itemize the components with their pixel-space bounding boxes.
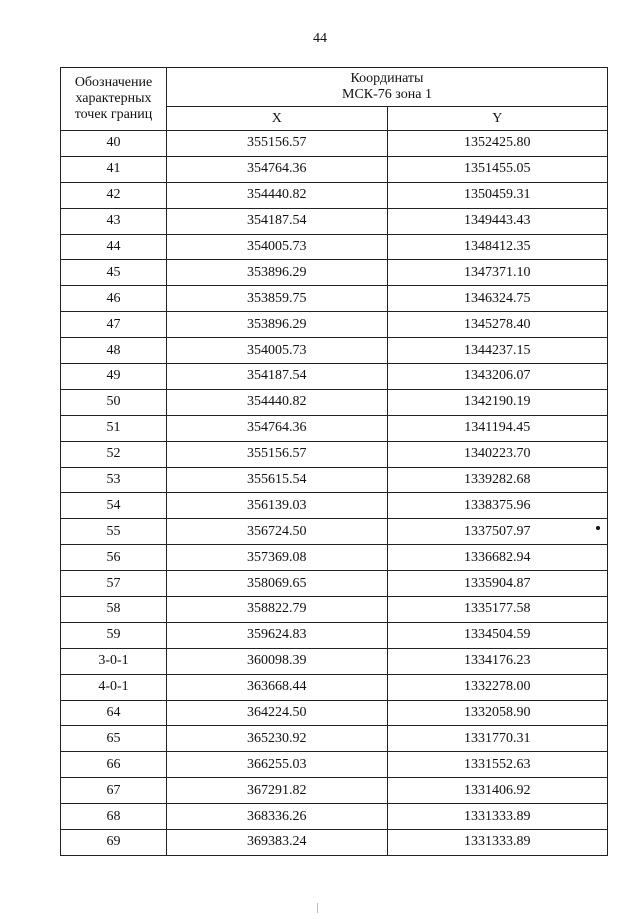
point-cell: 68	[61, 804, 167, 830]
table-row	[61, 726, 608, 752]
point-cell: 43	[61, 208, 167, 234]
point-cell: 57	[61, 571, 167, 597]
table-row	[61, 804, 608, 830]
x-cell: 363668.44	[167, 674, 388, 700]
table-row	[61, 674, 608, 700]
point-cell: 58	[61, 597, 167, 623]
point-cell: 44	[61, 234, 167, 260]
table-row	[61, 778, 608, 804]
x-cell: 354187.54	[167, 208, 388, 234]
y-cell: 1332278.00	[387, 674, 608, 700]
x-cell: 355615.54	[167, 467, 388, 493]
table-row	[61, 364, 608, 390]
point-cell: 51	[61, 415, 167, 441]
point-cell: 59	[61, 622, 167, 648]
y-cell: 1332058.90	[387, 700, 608, 726]
x-cell: 356139.03	[167, 493, 388, 519]
y-column-header: Y	[387, 107, 608, 131]
x-cell: 366255.03	[167, 752, 388, 778]
y-cell: 1337507.97	[387, 519, 608, 545]
point-cell: 66	[61, 752, 167, 778]
table-row	[61, 338, 608, 364]
table-row	[61, 597, 608, 623]
table-row	[61, 493, 608, 519]
point-designation-header: Обозначение характерных точек границ	[61, 68, 167, 131]
x-cell: 354440.82	[167, 182, 388, 208]
coordinate-system-label: МСК-76 зона 1	[342, 87, 432, 102]
point-cell: 52	[61, 441, 167, 467]
scan-edge-mark	[317, 903, 318, 913]
table-row	[61, 441, 608, 467]
x-cell: 354005.73	[167, 234, 388, 260]
table-row	[61, 389, 608, 415]
x-cell: 354440.82	[167, 389, 388, 415]
x-cell: 358069.65	[167, 571, 388, 597]
x-cell: 353896.29	[167, 312, 388, 338]
y-cell: 1334504.59	[387, 622, 608, 648]
y-cell: 1352425.80	[387, 131, 608, 157]
y-cell: 1340223.70	[387, 441, 608, 467]
coordinates-table	[60, 67, 608, 856]
table-row	[61, 260, 608, 286]
y-cell: 1351455.05	[387, 156, 608, 182]
point-cell: 47	[61, 312, 167, 338]
coordinates-table-body	[61, 131, 608, 856]
scan-dot-mark	[596, 526, 600, 530]
x-cell: 360098.39	[167, 648, 388, 674]
coordinates-header	[167, 68, 608, 107]
x-cell: 355156.57	[167, 131, 388, 157]
table-row	[61, 545, 608, 571]
y-cell: 1345278.40	[387, 312, 608, 338]
point-cell: 56	[61, 545, 167, 571]
x-column-header: X	[167, 107, 388, 131]
y-cell: 1338375.96	[387, 493, 608, 519]
y-cell: 1335177.58	[387, 597, 608, 623]
x-cell: 357369.08	[167, 545, 388, 571]
x-cell: 368336.26	[167, 804, 388, 830]
point-cell: 50	[61, 389, 167, 415]
x-cell: 353896.29	[167, 260, 388, 286]
point-cell: 55	[61, 519, 167, 545]
x-cell: 359624.83	[167, 622, 388, 648]
y-cell: 1335904.87	[387, 571, 608, 597]
table-row	[61, 622, 608, 648]
point-cell: 53	[61, 467, 167, 493]
point-cell: 69	[61, 830, 167, 856]
point-cell: 49	[61, 364, 167, 390]
y-cell: 1331770.31	[387, 726, 608, 752]
table-row	[61, 519, 608, 545]
x-cell: 364224.50	[167, 700, 388, 726]
table-row	[61, 286, 608, 312]
table-row	[61, 312, 608, 338]
x-cell: 354764.36	[167, 156, 388, 182]
point-cell: 40	[61, 131, 167, 157]
x-cell: 354764.36	[167, 415, 388, 441]
y-cell: 1336682.94	[387, 545, 608, 571]
y-cell: 1342190.19	[387, 389, 608, 415]
y-cell: 1331333.89	[387, 830, 608, 856]
table-row	[61, 415, 608, 441]
x-cell: 356724.50	[167, 519, 388, 545]
y-cell: 1331552.63	[387, 752, 608, 778]
x-cell: 353859.75	[167, 286, 388, 312]
table-row	[61, 467, 608, 493]
x-cell: 365230.92	[167, 726, 388, 752]
point-cell: 41	[61, 156, 167, 182]
y-cell: 1339282.68	[387, 467, 608, 493]
coordinates-title: Координаты	[350, 71, 424, 86]
table-row	[61, 830, 608, 856]
point-cell: 54	[61, 493, 167, 519]
y-cell: 1349443.43	[387, 208, 608, 234]
x-cell: 367291.82	[167, 778, 388, 804]
table-row	[61, 208, 608, 234]
table-row	[61, 571, 608, 597]
table-row	[61, 131, 608, 157]
y-cell: 1341194.45	[387, 415, 608, 441]
y-cell: 1350459.31	[387, 182, 608, 208]
table-row	[61, 700, 608, 726]
point-cell: 46	[61, 286, 167, 312]
page-number: 44	[313, 31, 327, 46]
y-cell: 1347371.10	[387, 260, 608, 286]
table-row	[61, 156, 608, 182]
x-cell: 369383.24	[167, 830, 388, 856]
point-cell: 3-0-1	[61, 648, 167, 674]
y-cell: 1346324.75	[387, 286, 608, 312]
x-cell: 354187.54	[167, 364, 388, 390]
y-cell: 1343206.07	[387, 364, 608, 390]
x-cell: 354005.73	[167, 338, 388, 364]
y-cell: 1348412.35	[387, 234, 608, 260]
table-row	[61, 648, 608, 674]
table-row	[61, 234, 608, 260]
y-cell: 1344237.15	[387, 338, 608, 364]
point-cell: 64	[61, 700, 167, 726]
point-cell: 45	[61, 260, 167, 286]
point-cell: 65	[61, 726, 167, 752]
point-cell: 67	[61, 778, 167, 804]
table-row	[61, 182, 608, 208]
y-cell: 1331333.89	[387, 804, 608, 830]
x-cell: 358822.79	[167, 597, 388, 623]
y-cell: 1334176.23	[387, 648, 608, 674]
table-row	[61, 752, 608, 778]
point-cell: 48	[61, 338, 167, 364]
point-cell: 42	[61, 182, 167, 208]
point-cell: 4-0-1	[61, 674, 167, 700]
x-cell: 355156.57	[167, 441, 388, 467]
y-cell: 1331406.92	[387, 778, 608, 804]
